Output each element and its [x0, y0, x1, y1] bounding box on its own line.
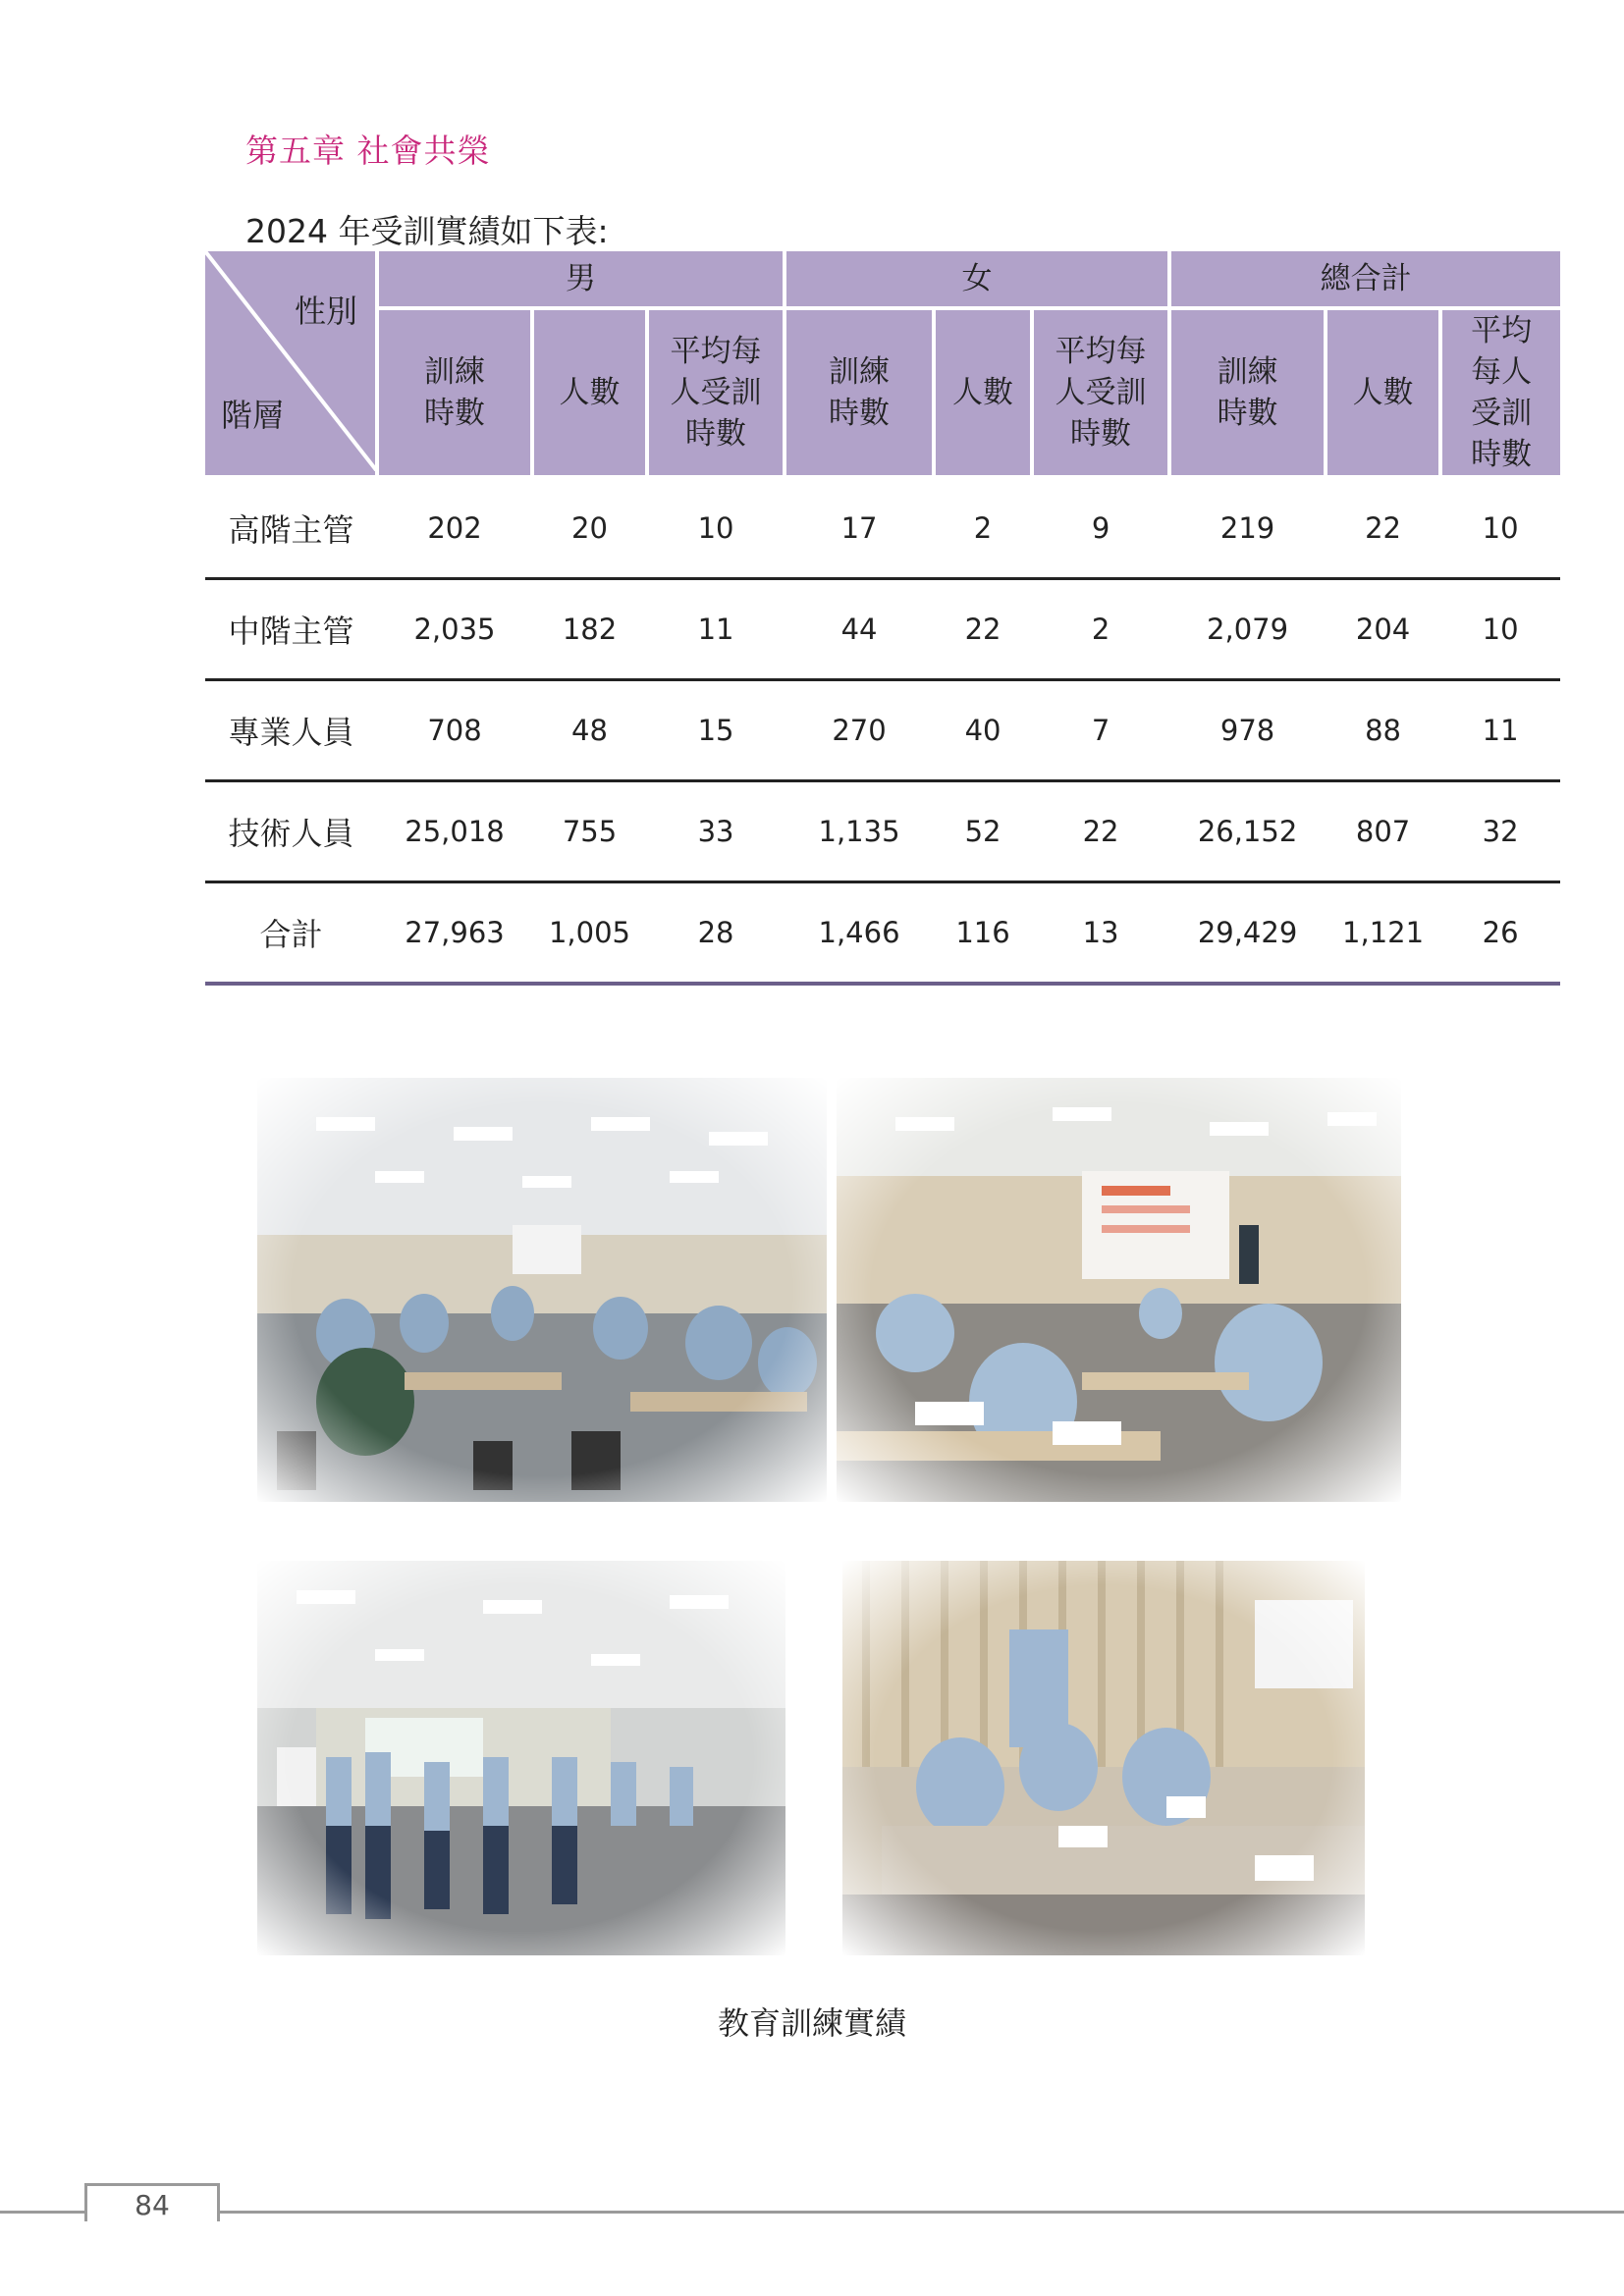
table-cell: 807 — [1326, 781, 1440, 882]
table-cell: 11 — [1440, 680, 1560, 781]
table-cell: 2,079 — [1169, 579, 1326, 680]
table-cell: 116 — [934, 882, 1032, 985]
table-cell: 32 — [1440, 781, 1560, 882]
table-cell: 20 — [532, 477, 647, 579]
table-cell: 33 — [647, 781, 785, 882]
chapter-title: 第五章 社會共榮 — [245, 132, 491, 170]
table-cell: 1,135 — [785, 781, 934, 882]
table-cell: 270 — [785, 680, 934, 781]
subheader-line: 時數 — [1217, 396, 1278, 431]
photo-classroom-2 — [837, 1078, 1401, 1502]
subheader-2 — [647, 308, 785, 477]
subheader-line: 時數 — [685, 416, 747, 452]
table-cell: 28 — [647, 882, 785, 985]
table-cell: 204 — [1326, 579, 1440, 680]
subheader-line: 人數 — [952, 375, 1014, 410]
table-cell: 15 — [647, 680, 785, 781]
subheader-8 — [1440, 308, 1560, 477]
subheader-line: 訓練 — [424, 354, 485, 390]
subheader-4 — [934, 308, 1032, 477]
subheader-line: 訓練 — [1217, 354, 1278, 390]
table-cell: 2 — [1032, 579, 1169, 680]
subheader-line: 人數 — [559, 375, 621, 410]
row-level-label: 合計 — [205, 882, 377, 985]
table-cell: 17 — [785, 477, 934, 579]
subheader-line: 平均每 — [670, 334, 762, 369]
row-level-label: 中階主管 — [205, 579, 377, 680]
table-cell: 1,466 — [785, 882, 934, 985]
subheader-line: 時數 — [1070, 416, 1132, 452]
corner-level-label: 階層 — [221, 397, 285, 434]
group-header-male: 男 — [377, 251, 785, 308]
subheader-line: 時數 — [424, 396, 485, 431]
table-cell: 40 — [934, 680, 1032, 781]
row-level-label: 專業人員 — [205, 680, 377, 781]
table-cell: 26 — [1440, 882, 1560, 985]
subheader-0 — [377, 308, 532, 477]
table-row — [205, 680, 1560, 781]
table-cell: 202 — [377, 477, 532, 579]
diagonal-divider — [205, 251, 377, 471]
table-cell: 22 — [1032, 781, 1169, 882]
table-cell: 52 — [934, 781, 1032, 882]
subheader-7 — [1326, 308, 1440, 477]
table-cell: 2,035 — [377, 579, 532, 680]
subheader-line: 訓練 — [829, 354, 891, 390]
table-cell: 708 — [377, 680, 532, 781]
table-cell: 755 — [532, 781, 647, 882]
row-level-label: 技術人員 — [205, 781, 377, 882]
subheader-line: 人受訓 — [670, 375, 762, 410]
table-cell: 25,018 — [377, 781, 532, 882]
subheader-line: 人受訓 — [1055, 375, 1147, 410]
subheader-line: 平均 — [1471, 313, 1533, 348]
table-cell: 978 — [1169, 680, 1326, 781]
subheader-line: 受訓 — [1471, 396, 1533, 431]
table-intro: 2024 年受訓實績如下表: — [245, 212, 609, 250]
subheader-line: 人數 — [1352, 375, 1414, 410]
photo-group-discussion — [842, 1561, 1365, 1955]
table-cell: 2 — [934, 477, 1032, 579]
table-corner-header — [205, 251, 377, 477]
subheader-line: 時數 — [1471, 437, 1533, 472]
subheader-line: 每人 — [1471, 354, 1533, 390]
table-row — [205, 882, 1560, 985]
table-cell: 44 — [785, 579, 934, 680]
table-cell: 182 — [532, 579, 647, 680]
photo-exercise — [257, 1561, 785, 1955]
table-cell: 10 — [1440, 477, 1560, 579]
photo-caption: 教育訓練實績 — [717, 2004, 906, 2042]
corner-gender-label: 性別 — [294, 293, 357, 330]
training-table — [205, 251, 1560, 986]
group-header-female: 女 — [785, 251, 1169, 308]
table-cell: 1,005 — [532, 882, 647, 985]
subheader-5 — [1032, 308, 1169, 477]
subheader-line: 平均每 — [1055, 334, 1147, 369]
row-level-label: 高階主管 — [205, 477, 377, 579]
table-cell: 29,429 — [1169, 882, 1326, 985]
table-row — [205, 477, 1560, 579]
table-cell: 1,121 — [1326, 882, 1440, 985]
table-cell: 48 — [532, 680, 647, 781]
subheader-3 — [785, 308, 934, 477]
table-cell: 88 — [1326, 680, 1440, 781]
table-cell: 27,963 — [377, 882, 532, 985]
table-cell: 9 — [1032, 477, 1169, 579]
page-number: 84 — [84, 2183, 220, 2221]
subheader-6 — [1169, 308, 1326, 477]
table-cell: 11 — [647, 579, 785, 680]
footer-rule — [0, 2211, 1624, 2214]
table-cell: 26,152 — [1169, 781, 1326, 882]
table-cell: 10 — [647, 477, 785, 579]
subheader-1 — [532, 308, 647, 477]
table-cell: 22 — [1326, 477, 1440, 579]
table-row — [205, 579, 1560, 680]
table-cell: 7 — [1032, 680, 1169, 781]
table-cell: 219 — [1169, 477, 1326, 579]
table-row — [205, 781, 1560, 882]
subheader-line: 時數 — [829, 396, 891, 431]
table-cell: 10 — [1440, 579, 1560, 680]
photo-classroom-1 — [257, 1078, 827, 1502]
group-header-total: 總合計 — [1169, 251, 1560, 308]
table-cell: 13 — [1032, 882, 1169, 985]
table-cell: 22 — [934, 579, 1032, 680]
